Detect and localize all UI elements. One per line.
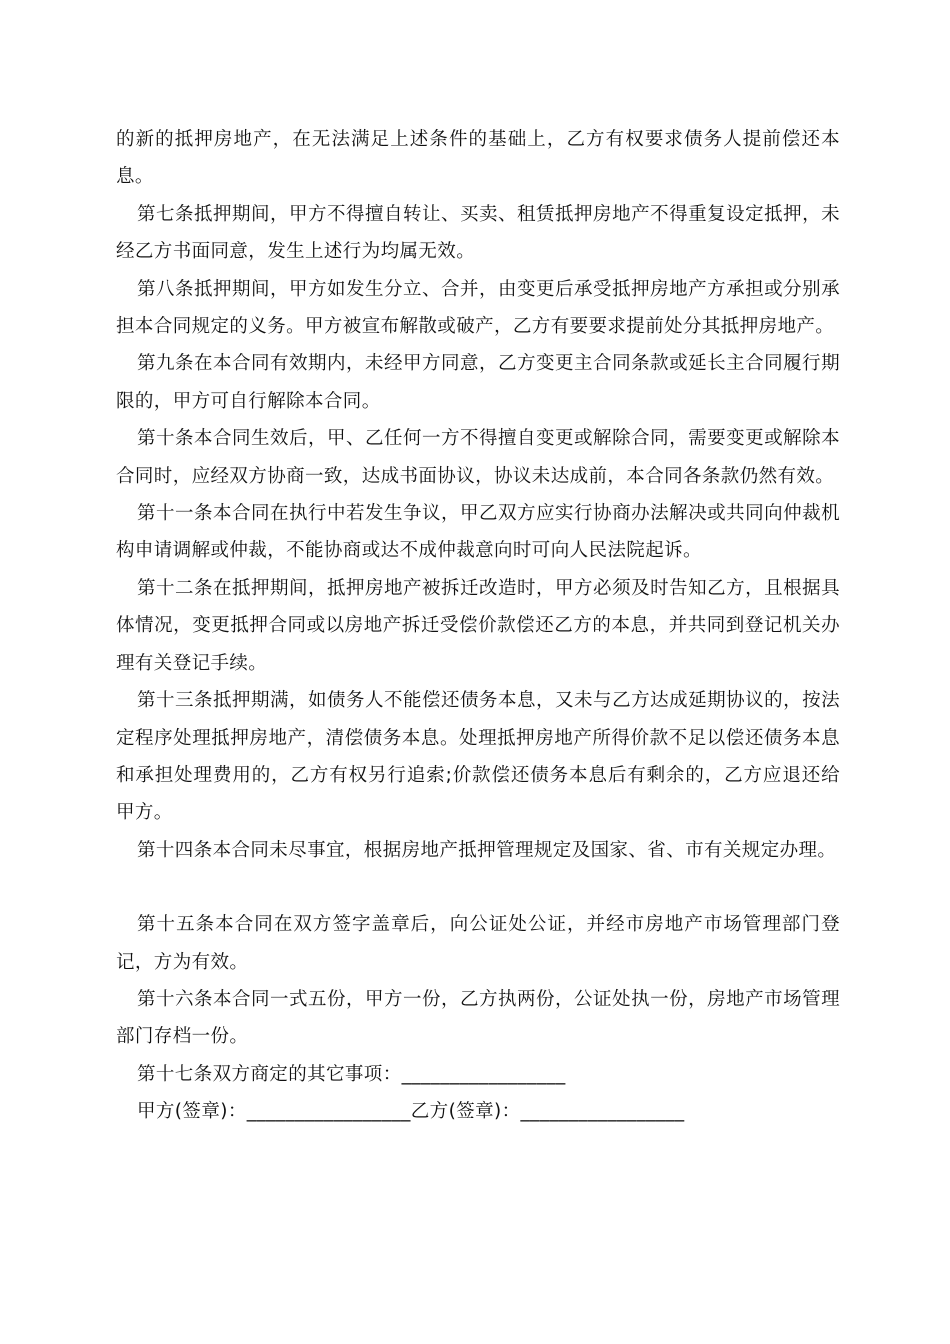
article-9: 第九条在本合同有效期内，未经甲方同意，乙方变更主合同条款或延长主合同履行期限的，甲方可自行解除本合同。 xyxy=(116,353,840,412)
article-16: 第十六条本合同一式五份，甲方一份，乙方执两份，公证处执一份，房地产市场管理部门存档一份。 xyxy=(116,988,840,1048)
paragraph-continuation: 的新的抵押房地产，在无法满足上述条件的基础上，乙方有权要求债务人提前偿还本息。 xyxy=(116,129,840,188)
contract-body xyxy=(116,121,840,1131)
article-13: 第十三条抵押期满，如债务人不能偿还债务本息，又未与乙方达成延期协议的，按法定程序处理抵押房地产，清偿债务本息。处理抵押房地产所得价款不足以偿还债务本息和承担处理费用的，乙方有权另行追索;价款偿还债务本息后有剩余的，乙方应退还给甲方。 xyxy=(116,690,840,824)
article-14: 第十四条本合同未尽事宜，根据房地产抵押管理规定及国家、省、市有关规定办理。 xyxy=(137,839,837,861)
article-7: 第七条抵押期间，甲方不得擅自转让、买卖、租赁抵押房地产不得重复设定抵押，未经乙方书面同意，发生上述行为均属无效。 xyxy=(116,203,840,263)
signature-line: 甲方(签章)：_________________乙方(签章)：_________________ xyxy=(137,1101,685,1123)
article-17-other-matters: 第十七条双方商定的其它事项：_________________ xyxy=(137,1063,566,1085)
article-15: 第十五条本合同在双方签字盖章后，向公证处公证，并经市房地产市场管理部门登记，方为有效。 xyxy=(116,914,840,973)
article-11: 第十一条本合同在执行中若发生争议，甲乙双方应实行协商办法解决或共同向仲裁机构申请调解或仲裁，不能协商或达不成仲裁意向时可向人民法院起诉。 xyxy=(116,503,840,562)
blank-line xyxy=(116,869,840,906)
article-10: 第十条本合同生效后，甲、乙任何一方不得擅自变更或解除合同，需要变更或解除本合同时，应经双方协商一致，达成书面协议，协议未达成前，本合同各条款仍然有效。 xyxy=(116,428,840,487)
article-8: 第八条抵押期间，甲方如发生分立、合并，由变更后承受抵押房地产方承担或分别承担本合同规定的义务。甲方被宣布解散或破产，乙方有要要求提前处分其抵押房地产。 xyxy=(116,278,840,338)
article-12: 第十二条在抵押期间，抵押房地产被拆迁改造时，甲方必须及时告知乙方，且根据具体情况，变更抵押合同或以房地产拆迁受偿价款偿还乙方的本息，并共同到登记机关办理有关登记手续。 xyxy=(116,577,840,674)
